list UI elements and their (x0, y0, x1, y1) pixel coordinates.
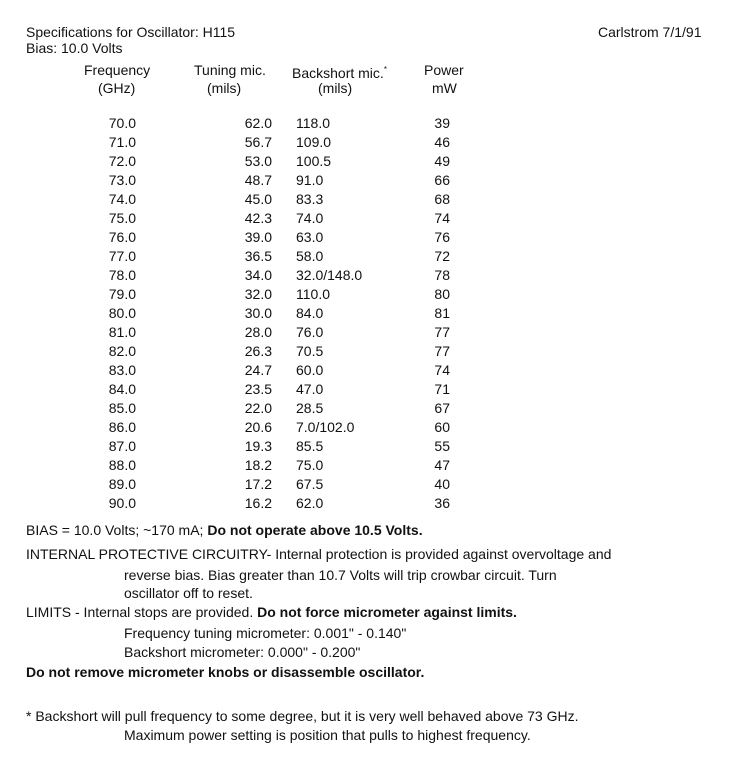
freq-cell: 84.0 (108, 381, 136, 397)
freq-cell: 70.0 (108, 115, 136, 131)
table-row (62, 133, 450, 152)
power-cell: 55 (434, 438, 450, 454)
protective-heading: INTERNAL PROTECTIVE CIRCUITRY- (26, 546, 272, 562)
bias-subtitle: Bias: 10.0 Volts (26, 40, 123, 56)
table-row (62, 399, 450, 418)
backshort-cell (272, 380, 396, 399)
table-row (62, 494, 450, 513)
tuning-cell: 53.0 (244, 153, 272, 169)
backshort-value: 109.0 (296, 134, 332, 150)
backshort-cell (272, 475, 396, 494)
backshort-cell (272, 437, 396, 456)
tuning-cell: 42.3 (244, 210, 272, 226)
backshort-cell (272, 171, 396, 190)
limits-heading: LIMITS - Internal stops are provided. (26, 604, 254, 620)
table-row (62, 209, 450, 228)
backshort-value: 85.5 (296, 438, 324, 454)
tuning-cell: 20.6 (244, 419, 272, 435)
no-remove-warning: Do not remove micrometer knobs or disassemble oscillator. (26, 664, 425, 680)
protective-note (26, 546, 611, 562)
backshort-cell (272, 247, 396, 266)
power-cell: 80 (434, 286, 450, 302)
backshort-value: 7.0/102.0 (296, 419, 355, 435)
backshort-cell (272, 152, 396, 171)
backshort-cell (272, 494, 396, 513)
col-unit-tuning: (mils) (207, 80, 242, 96)
table-row (62, 475, 450, 494)
power-cell: 77 (434, 343, 450, 359)
limits-note (26, 604, 517, 620)
power-cell: 68 (434, 191, 450, 207)
footnote-marker: * (383, 65, 387, 74)
backshort-value: 110.0 (296, 286, 330, 302)
power-cell: 72 (434, 248, 450, 264)
tuning-cell: 45.0 (244, 191, 272, 207)
freq-cell: 88.0 (108, 457, 136, 473)
table-row (62, 114, 450, 133)
tuning-cell: 62.0 (244, 115, 272, 131)
backshort-value: 58.0 (296, 248, 324, 264)
backshort-value: 67.5 (296, 476, 324, 492)
freq-cell: 81.0 (108, 324, 136, 340)
spec-table (62, 114, 450, 513)
backshort-cell (272, 304, 396, 323)
backshort-value: 47.0 (296, 381, 324, 397)
protective-text-1: Internal protection is provided against overvoltage and (275, 546, 612, 562)
backshort-value: 83.3 (296, 191, 324, 207)
backshort-value: 75.0 (296, 457, 324, 473)
backshort-value: 76.0 (296, 324, 324, 340)
freq-cell: 79.0 (108, 286, 136, 302)
backshort-cell (272, 361, 396, 380)
col-header-power: Power (424, 62, 464, 78)
power-cell: 78 (434, 267, 450, 283)
freq-cell: 77.0 (108, 248, 136, 264)
table-row (62, 361, 450, 380)
tuning-cell: 28.0 (244, 324, 272, 340)
backshort-cell (272, 285, 396, 304)
backshort-cell (272, 228, 396, 247)
col-header-tuning: Tuning mic. (194, 62, 266, 78)
power-cell: 71 (434, 381, 450, 397)
tuning-cell: 39.0 (244, 229, 272, 245)
freq-cell: 78.0 (108, 267, 136, 283)
backshort-cell (272, 342, 396, 361)
freq-cell: 85.0 (108, 400, 136, 416)
col-header-frequency: Frequency (84, 62, 151, 78)
table-row (62, 342, 450, 361)
table-row (62, 247, 450, 266)
power-cell: 74 (434, 210, 450, 226)
tuning-cell: 26.3 (244, 343, 272, 359)
tuning-cell: 34.0 (244, 267, 272, 283)
table-row (62, 228, 450, 247)
table-row (62, 456, 450, 475)
author-date: Carlstrom 7/1/91 (598, 24, 702, 40)
backshort-value: 118.0 (296, 115, 330, 131)
tuning-cell: 32.0 (244, 286, 272, 302)
backshort-value: 63.0 (296, 229, 324, 245)
table-row (62, 152, 450, 171)
freq-cell: 76.0 (108, 229, 136, 245)
backshort-value: 62.0 (296, 495, 324, 511)
freq-cell: 72.0 (108, 153, 136, 169)
freq-cell: 80.0 (108, 305, 136, 321)
backshort-value: 100.5 (296, 153, 332, 169)
tuning-cell: 48.7 (244, 172, 272, 188)
table-row (62, 380, 450, 399)
tuning-cell: 24.7 (244, 362, 272, 378)
power-cell: 81 (434, 305, 450, 321)
table-row (62, 190, 450, 209)
tuning-cell: 17.2 (244, 476, 272, 492)
backshort-value: 70.5 (296, 343, 324, 359)
backshort-value: 32.0/148.0 (296, 267, 363, 283)
table-row (62, 437, 450, 456)
power-cell: 60 (434, 419, 450, 435)
power-cell: 39 (434, 115, 450, 131)
freq-cell: 89.0 (108, 476, 136, 492)
col-header-backshort (292, 62, 387, 81)
backshort-value: 91.0 (296, 172, 324, 188)
power-cell: 74 (434, 362, 450, 378)
backshort-value: 74.0 (296, 210, 324, 226)
table-row (62, 323, 450, 342)
footnote-1: * Backshort will pull frequency to some degree, but it is very well behaved above 73 GHz. (26, 708, 579, 724)
col-unit-power: mW (432, 80, 457, 96)
table-row (62, 285, 450, 304)
protective-text-2: reverse bias. Bias greater than 10.7 Volts will trip crowbar circuit. Turn (124, 567, 557, 583)
limit-backshort: Backshort micrometer: 0.000" - 0.200" (124, 644, 361, 660)
bias-warning: Do not operate above 10.5 Volts. (207, 522, 423, 538)
power-cell: 36 (434, 495, 450, 511)
backshort-cell (272, 456, 396, 475)
limit-tuning: Frequency tuning micrometer: 0.001" - 0.140" (124, 625, 407, 641)
backshort-value: 60.0 (296, 362, 324, 378)
bias-note-text: BIAS = 10.0 Volts; ~170 mA; (26, 522, 204, 538)
tuning-cell: 18.2 (244, 457, 272, 473)
document-title: Specifications for Oscillator: H115 (26, 24, 236, 40)
freq-cell: 83.0 (108, 362, 136, 378)
power-cell: 40 (434, 476, 450, 492)
backshort-cell (272, 266, 396, 285)
power-cell: 77 (434, 324, 450, 340)
tuning-cell: 23.5 (244, 381, 272, 397)
backshort-cell (272, 209, 396, 228)
col-unit-backshort: (mils) (318, 80, 353, 96)
freq-cell: 75.0 (108, 210, 136, 226)
backshort-cell (272, 190, 396, 209)
freq-cell: 74.0 (108, 191, 136, 207)
tuning-cell: 36.5 (244, 248, 272, 264)
tuning-cell: 22.0 (244, 400, 272, 416)
backshort-cell (272, 418, 396, 437)
power-cell: 76 (434, 229, 450, 245)
limits-warning: Do not force micrometer against limits. (257, 604, 517, 620)
protective-text-3: oscillator off to reset. (124, 585, 253, 601)
col-unit-frequency: (GHz) (98, 80, 136, 96)
table-row (62, 171, 450, 190)
table-row (62, 304, 450, 323)
tuning-cell: 56.7 (244, 134, 272, 150)
backshort-cell (272, 399, 396, 418)
power-cell: 49 (434, 153, 450, 169)
col-header-backshort-label: Backshort mic. (292, 65, 384, 81)
table-row (62, 418, 450, 437)
tuning-cell: 16.2 (244, 495, 272, 511)
backshort-value: 84.0 (296, 305, 324, 321)
backshort-cell (272, 114, 396, 133)
spec-table-body (62, 114, 450, 513)
backshort-cell (272, 133, 396, 152)
power-cell: 47 (434, 457, 450, 473)
power-cell: 66 (434, 172, 450, 188)
bias-note (26, 522, 423, 538)
backshort-value: 28.5 (296, 400, 324, 416)
tuning-cell: 30.0 (244, 305, 272, 321)
freq-cell: 87.0 (108, 438, 136, 454)
freq-cell: 90.0 (108, 495, 136, 511)
power-cell: 67 (434, 400, 450, 416)
freq-cell: 82.0 (108, 343, 136, 359)
table-row (62, 266, 450, 285)
footnote-2: Maximum power setting is position that pulls to highest frequency. (124, 727, 531, 743)
tuning-cell: 19.3 (244, 438, 272, 454)
freq-cell: 86.0 (108, 419, 136, 435)
backshort-cell (272, 323, 396, 342)
freq-cell: 71.0 (108, 134, 136, 150)
freq-cell: 73.0 (108, 172, 136, 188)
power-cell: 46 (434, 134, 450, 150)
